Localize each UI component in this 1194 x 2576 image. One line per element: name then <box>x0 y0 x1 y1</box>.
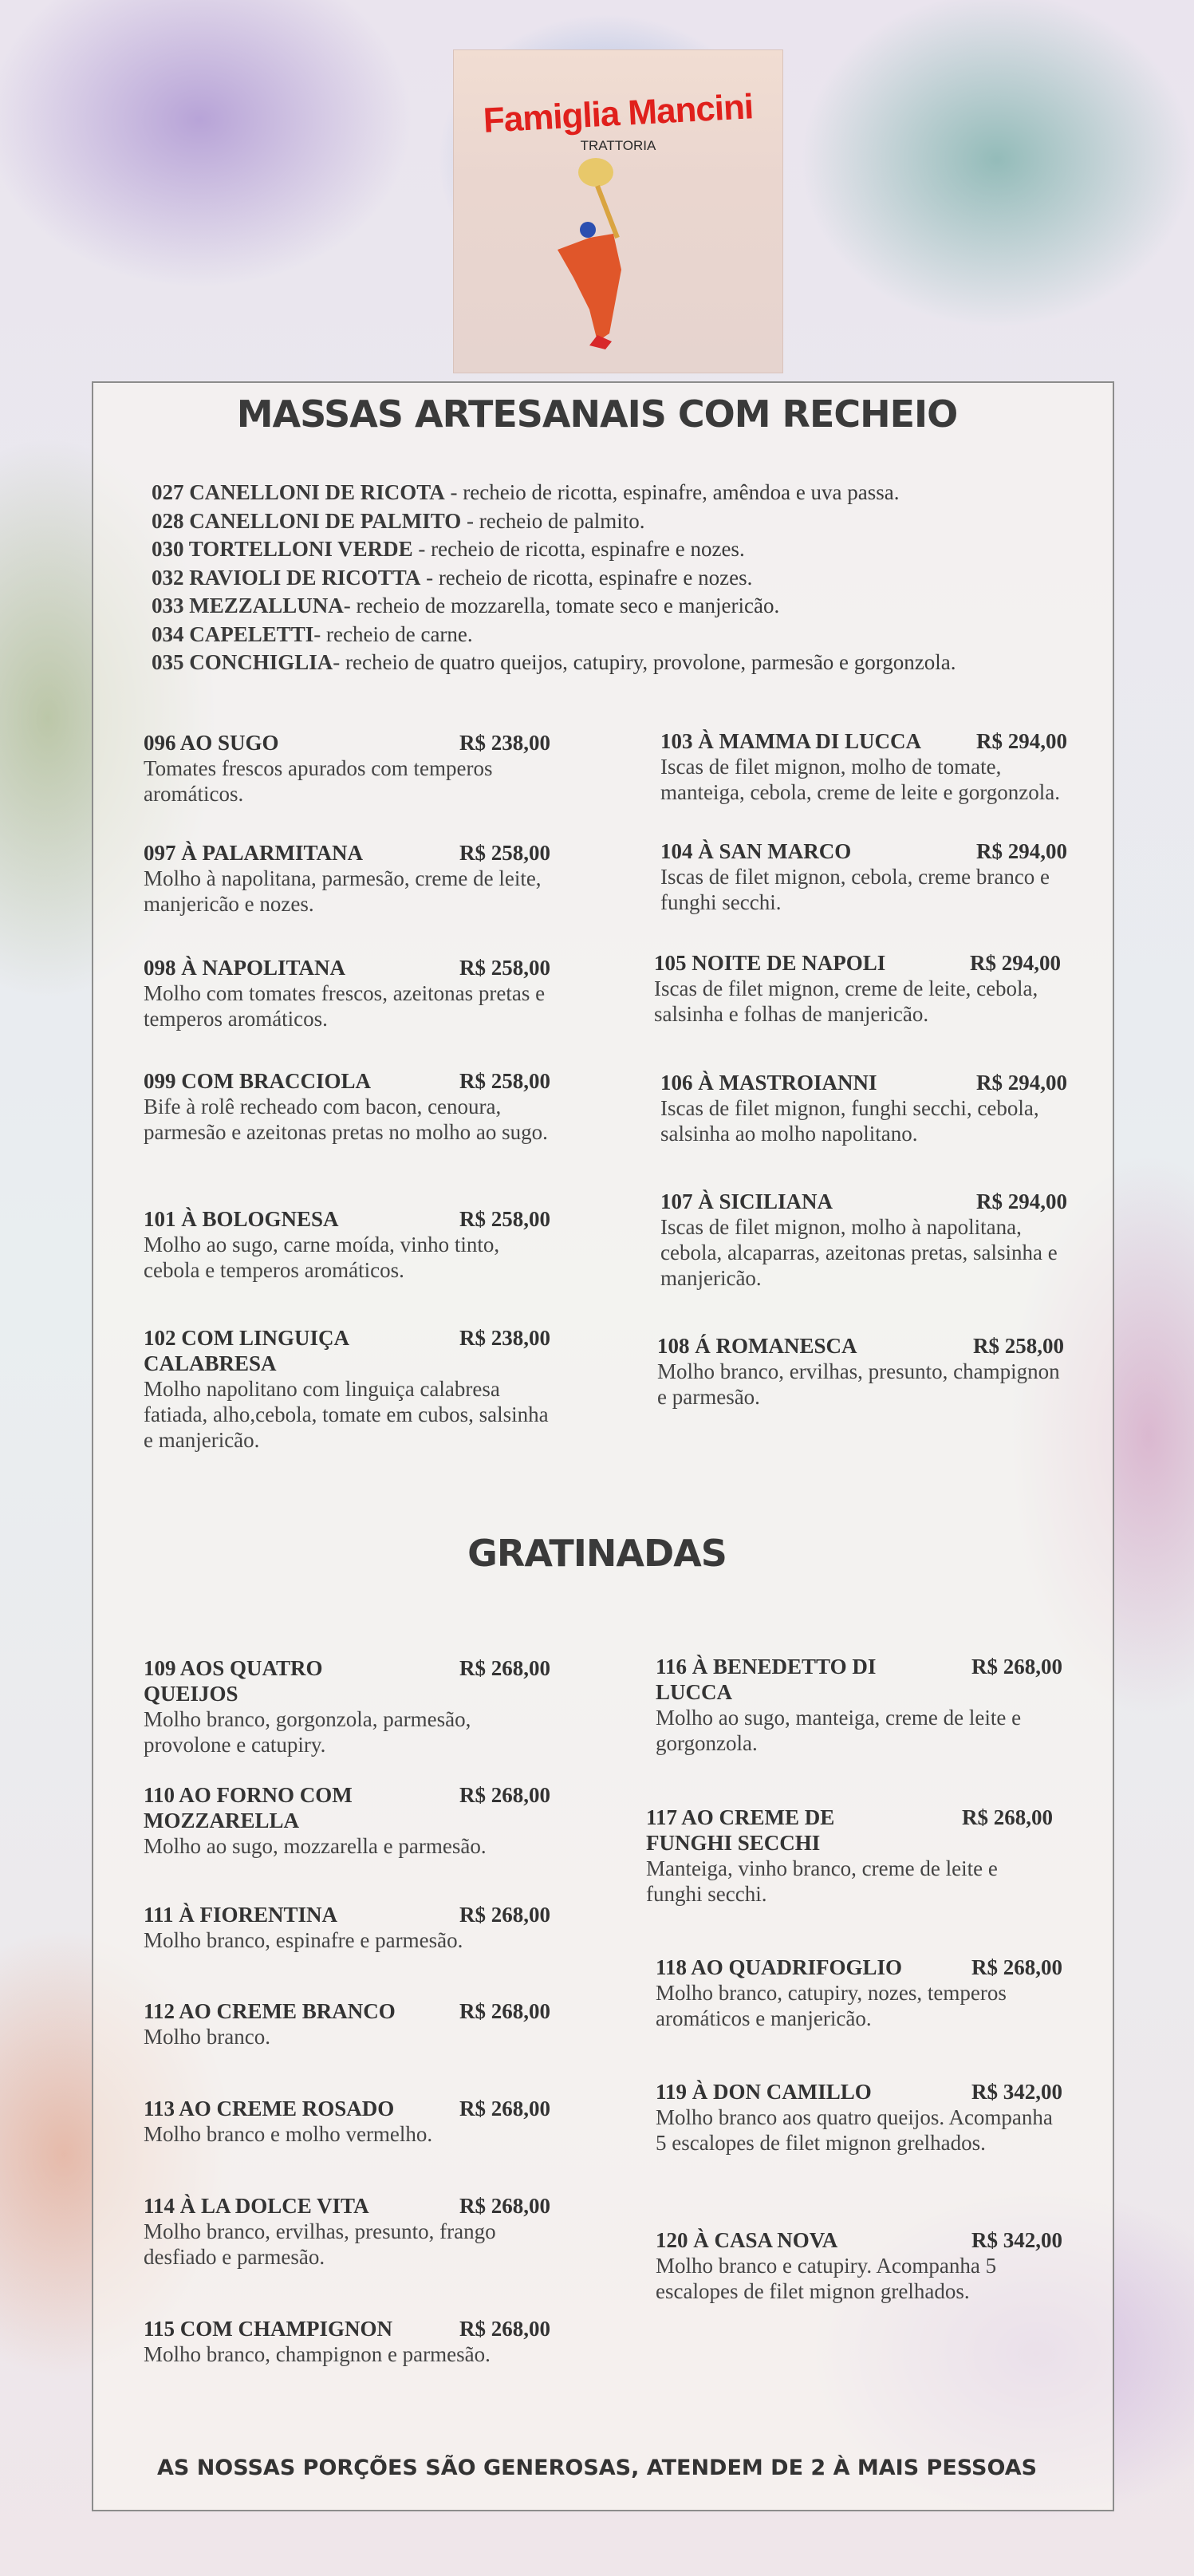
menu-item-name: 099 COM BRACCIOLA <box>144 1069 372 1093</box>
recheio-item-name: 033 MEZZALLUNA <box>152 594 344 617</box>
menu-item-description: Iscas de filet mignon, cebola, creme branco e funghi secchi. <box>660 865 1050 914</box>
menu-item-header <box>660 1189 1067 1214</box>
menu-item-description: Molho branco. <box>144 2025 270 2049</box>
menu-item-name: 096 AO SUGO <box>144 731 279 755</box>
menu-item-description: Molho branco, espinafre e parmesão. <box>144 1928 463 1952</box>
menu-item-price: R$ 258,00 <box>459 1207 550 1231</box>
menu-item-description: Molho com tomates frescos, azeitonas pretas e temperos aromáticos. <box>144 981 546 1031</box>
menu-item-description: Iscas de filet mignon, creme de leite, cebola, salsinha e folhas de manjericão. <box>654 976 1038 1026</box>
menu-item <box>657 1333 1064 1410</box>
logo-subtitle: TRATTORIA <box>580 138 656 153</box>
menu-item <box>144 1902 550 1953</box>
menu-item-name: 117 AO CREME DE FUNGHI SECCHI <box>646 1805 835 1855</box>
portions-note: AS NOSSAS PORÇÕES SÃO GENEROSAS, ATENDEM DE 2 À MAIS PESSOAS <box>156 2456 1038 2480</box>
recheio-item <box>152 621 956 649</box>
menu-item <box>144 1325 550 1453</box>
menu-item-price: R$ 268,00 <box>459 1656 550 1680</box>
menu-item-header <box>656 1955 1062 1980</box>
menu-item-header <box>144 1655 550 1706</box>
menu-item <box>144 2316 550 2367</box>
logo-name: Famiglia Mancini <box>482 87 755 140</box>
recheio-item-desc: - recheio de ricotta, espinafre e nozes. <box>412 537 745 561</box>
menu-item <box>660 728 1067 805</box>
menu-item-description: Molho branco aos quatro queijos. Acompanha 5 escalopes de filet mignon grelhados. <box>656 2105 1053 2155</box>
menu-item-header <box>144 1782 550 1833</box>
menu-item-header <box>144 1068 550 1094</box>
menu-item-price: R$ 268,00 <box>971 1955 1062 1979</box>
menu-item-name: 114 À LA DOLCE VITA <box>144 2194 369 2218</box>
menu-item-price: R$ 294,00 <box>976 1189 1067 1213</box>
menu-item-price: R$ 268,00 <box>459 2097 550 2120</box>
menu-item-name: 119 À DON CAMILLO <box>656 2080 872 2104</box>
menu-item-name: 103 À MAMMA DI LUCCA <box>660 729 921 753</box>
menu-item-name: 108 Á ROMANESCA <box>657 1334 857 1358</box>
section-title-recheio: MASSAS ARTESANAIS COM RECHEIO <box>236 393 958 436</box>
menu-item <box>654 950 1061 1027</box>
menu-item-description: Tomates frescos apurados com temperos aromáticos. <box>144 756 493 806</box>
recheio-item-name: 032 RAVIOLI DE RICOTTA <box>152 565 421 590</box>
section-title-gratinadas: GRATINADAS <box>467 1532 727 1575</box>
recheio-item-desc: - recheio de carne. <box>313 621 473 646</box>
recheio-item-name: 035 CONCHIGLIA <box>152 650 333 674</box>
menu-item-name: 109 AOS QUATRO QUEIJOS <box>144 1656 323 1706</box>
recheio-item-desc: - recheio de ricotta, espinafre e nozes. <box>420 565 753 590</box>
menu-item-description: Molho branco, catupiry, nozes, temperos aromáticos e manjericão. <box>656 1981 1007 2030</box>
recheio-item-desc: - recheio de quatro queijos, catupiry, provolone, parmesão e gorgonzola. <box>333 650 956 674</box>
menu-item <box>144 1068 550 1145</box>
recheio-item-name: 027 CANELLONI DE RICOTA <box>152 480 445 504</box>
recheio-item-desc: - recheio de ricotta, espinafre, amêndoa e uva passa. <box>444 480 900 504</box>
recheio-item-name: 030 TORTELLONI VERDE <box>152 537 413 561</box>
menu-item-price: R$ 268,00 <box>459 1903 550 1927</box>
menu-item-price: R$ 268,00 <box>971 1655 1062 1679</box>
recheio-item <box>152 507 956 536</box>
menu-item-header <box>656 2227 1062 2253</box>
recheio-item <box>152 535 956 564</box>
menu-item-price: R$ 294,00 <box>976 729 1067 753</box>
menu-item-price: R$ 294,00 <box>970 951 1061 975</box>
recheio-item-desc: - recheio de mozzarella, tomate seco e manjericão. <box>343 594 780 617</box>
menu-item-description: Molho branco, gorgonzola, parmesão, provolone e catupiry. <box>144 1707 471 1757</box>
menu-item-price: R$ 268,00 <box>459 2317 550 2341</box>
menu-item <box>660 838 1067 915</box>
recheio-list <box>152 479 956 677</box>
menu-item-header <box>660 1070 1067 1095</box>
menu-item-name: 118 AO QUADRIFOGLIO <box>656 1955 903 1979</box>
menu-item <box>656 1955 1062 2031</box>
menu-item-header <box>144 840 550 866</box>
menu-item <box>656 1654 1062 1756</box>
menu-item <box>656 2079 1062 2156</box>
menu-item-name: 102 COM LINGUIÇA CALABRESA <box>144 1326 349 1375</box>
menu-item-header <box>144 730 550 755</box>
menu-item-description: Molho branco, ervilhas, presunto, champignon e parmesão. <box>657 1359 1060 1409</box>
menu-item-name: 106 À MASTROIANNI <box>660 1071 877 1095</box>
menu-item-name: 105 NOITE DE NAPOLI <box>654 951 886 975</box>
menu-item <box>660 1189 1067 1291</box>
menu-item-header <box>144 1902 550 1927</box>
menu-item-header <box>646 1805 1053 1856</box>
menu-item-price: R$ 238,00 <box>459 731 550 755</box>
menu-item-price: R$ 268,00 <box>962 1805 1053 1829</box>
menu-item <box>646 1805 1053 1907</box>
menu-item-header <box>144 955 550 980</box>
recheio-item <box>152 649 956 677</box>
menu-item-name: 115 COM CHAMPIGNON <box>144 2317 392 2341</box>
recheio-item <box>152 592 956 621</box>
menu-item-name: 110 AO FORNO COM MOZZARELLA <box>144 1783 353 1832</box>
menu-item <box>656 2227 1062 2304</box>
menu-item-name: 098 À NAPOLITANA <box>144 956 346 980</box>
menu-item-header <box>144 1325 550 1376</box>
menu-item-description: Iscas de filet mignon, molho à napolitana, cebola, alcaparras, azeitonas pretas, salsinha e manjericão. <box>660 1215 1058 1290</box>
menu-item <box>144 1998 550 2049</box>
recheio-item <box>152 564 956 593</box>
menu-item-header <box>144 2096 550 2121</box>
menu-item-description: Molho branco, champignon e parmesão. <box>144 2342 491 2366</box>
menu-item-description: Iscas de filet mignon, funghi secchi, cebola, salsinha ao molho napolitano. <box>660 1096 1039 1146</box>
menu-item-price: R$ 342,00 <box>971 2228 1062 2252</box>
menu-item-name: 097 À PALARMITANA <box>144 841 363 865</box>
menu-item <box>144 1782 550 1859</box>
menu-item <box>144 730 550 807</box>
menu-item-header <box>144 2316 550 2341</box>
menu-item-price: R$ 258,00 <box>973 1334 1064 1358</box>
menu-item <box>144 955 550 1032</box>
menu-item-price: R$ 258,00 <box>459 1069 550 1093</box>
menu-item-header <box>656 1654 1062 1705</box>
recheio-item <box>152 479 956 507</box>
menu-item-header <box>144 1206 550 1232</box>
menu-item-header <box>656 2079 1062 2105</box>
menu-item-description: Molho à napolitana, parmesão, creme de leite, manjericão e nozes. <box>144 866 542 916</box>
menu-item-name: 101 À BOLOGNESA <box>144 1207 339 1231</box>
menu-item-description: Bife à rolê recheado com bacon, cenoura, parmesão e azeitonas pretas no molho ao sugo. <box>144 1095 548 1144</box>
menu-item-name: 111 À FIORENTINA <box>144 1903 338 1927</box>
menu-item-description: Molho branco e catupiry. Acompanha 5 escalopes de filet mignon grelhados. <box>656 2254 997 2303</box>
menu-item-header <box>144 2193 550 2219</box>
menu-item-description: Molho ao sugo, manteiga, creme de leite e gorgonzola. <box>656 1706 1022 1755</box>
menu-item <box>660 1070 1067 1146</box>
menu-item-header <box>654 950 1061 976</box>
menu-item-name: 113 AO CREME ROSADO <box>144 2097 395 2120</box>
menu-item-name: 112 AO CREME BRANCO <box>144 1999 396 2023</box>
restaurant-logo <box>453 49 783 373</box>
menu-item-price: R$ 342,00 <box>971 2080 1062 2104</box>
menu-item-price: R$ 238,00 <box>459 1326 550 1350</box>
chef-figure-icon <box>542 150 701 365</box>
menu-item-description: Molho branco e molho vermelho. <box>144 2122 433 2146</box>
menu-item-name: 104 À SAN MARCO <box>660 839 852 863</box>
menu-item-description: Iscas de filet mignon, molho de tomate, manteiga, cebola, creme de leite e gorgonzola. <box>660 755 1061 804</box>
menu-item <box>144 1655 550 1757</box>
menu-item-description: Molho ao sugo, mozzarella e parmesão. <box>144 1834 487 1858</box>
menu-item-description: Manteiga, vinho branco, creme de leite e funghi secchi. <box>646 1856 998 1906</box>
menu-item <box>144 2096 550 2147</box>
menu-item-price: R$ 268,00 <box>459 1783 550 1807</box>
menu-item-header <box>657 1333 1064 1359</box>
menu-item-description: Molho napolitano com linguiça calabresa fatiada, alho,cebola, tomate em cubos, salsinha e manjericão. <box>144 1377 549 1452</box>
menu-item <box>144 2193 550 2270</box>
menu-item-price: R$ 294,00 <box>976 1071 1067 1095</box>
menu-item-price: R$ 268,00 <box>459 1999 550 2023</box>
recheio-item-name: 034 CAPELETTI <box>152 621 314 646</box>
menu-item-name: 107 À SICILIANA <box>660 1189 833 1213</box>
menu-item-price: R$ 258,00 <box>459 956 550 980</box>
menu-item-price: R$ 258,00 <box>459 841 550 865</box>
menu-item-name: 116 À BENEDETTO DI LUCCA <box>656 1655 877 1704</box>
menu-item-description: Molho branco, ervilhas, presunto, frango desfiado e parmesão. <box>144 2219 496 2269</box>
recheio-item-name: 028 CANELLONI DE PALMITO <box>152 508 462 533</box>
menu-item-header <box>144 1998 550 2024</box>
menu-item-price: R$ 294,00 <box>976 839 1067 863</box>
menu-item-header <box>660 728 1067 754</box>
menu-item-header <box>660 838 1067 864</box>
menu-item <box>144 1206 550 1283</box>
menu-item-price: R$ 268,00 <box>459 2194 550 2218</box>
menu-item-description: Molho ao sugo, carne moída, vinho tinto, cebola e temperos aromáticos. <box>144 1233 500 1282</box>
menu-item-name: 120 À CASA NOVA <box>656 2228 838 2252</box>
menu-item <box>144 840 550 917</box>
recheio-item-desc: - recheio de palmito. <box>461 508 645 533</box>
